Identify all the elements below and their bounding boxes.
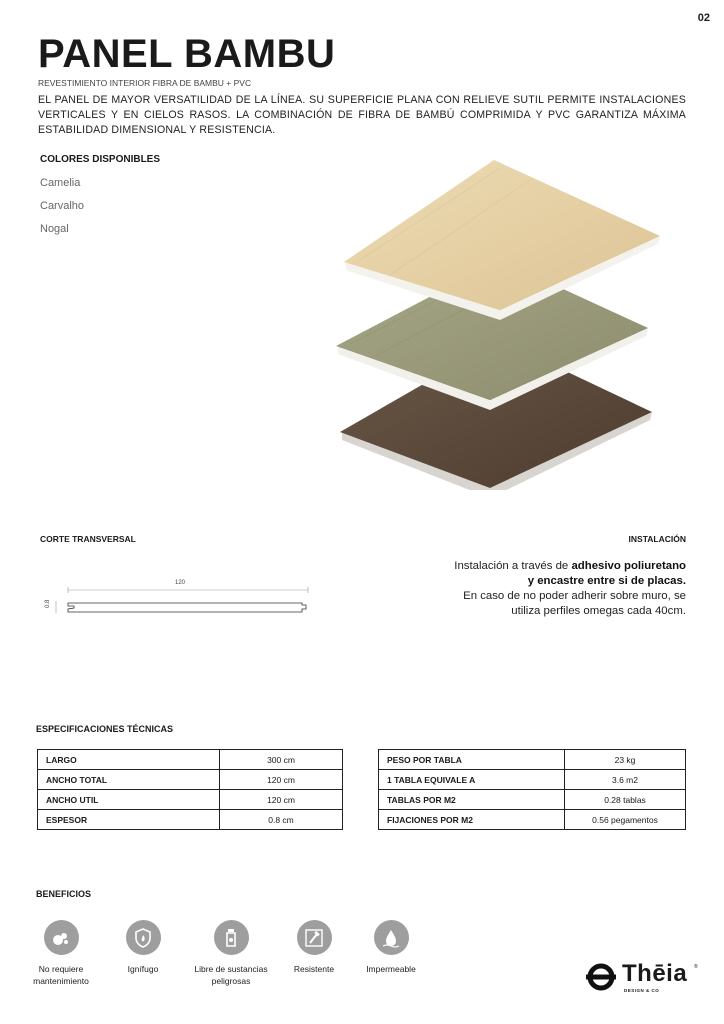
benefit-non-hazardous: Libre de sustancias peligrosas: [186, 920, 276, 987]
benefit-no-maintenance: No requiere mantenimiento: [16, 920, 106, 987]
page-subtitle: REVESTIMIENTO INTERIOR FIBRA DE BAMBU + PVC: [38, 78, 252, 88]
colors-heading: COLORES DISPONIBLES: [40, 154, 161, 165]
cross-section-heading: CORTE TRANSVERSAL: [40, 534, 136, 544]
bottle-icon: [214, 920, 249, 955]
thickness-dimension-label: 0.8: [45, 599, 51, 608]
benefit-fire-resistant: Ignífugo: [98, 920, 188, 975]
cleaning-icon: [44, 920, 79, 955]
table-row: FIJACIONES POR M2 0.56 pegamentos: [379, 810, 686, 830]
width-dimension-label: 120: [174, 580, 186, 586]
table-row: ANCHO TOTAL 120 cm: [38, 770, 343, 790]
panel-samples-image: [330, 150, 660, 490]
table-row: 1 TABLA EQUIVALE A 3.6 m2: [379, 770, 686, 790]
panel-camelia: [344, 160, 660, 320]
specs-table-left: [37, 749, 343, 830]
color-item-carvalho: Carvalho: [40, 200, 85, 212]
table-row: ESPESOR 0.8 cm: [38, 810, 343, 830]
table-row: TABLAS POR M2 0.28 tablas: [379, 790, 686, 810]
specs-heading: ESPECIFICACIONES TÉCNICAS: [36, 724, 174, 734]
benefit-waterproof: Impermeable: [346, 920, 436, 975]
benefits-heading: BENEFICIOS: [36, 889, 92, 899]
page-number: 02: [697, 12, 710, 24]
logo-subtitle: DESIGN & CO: [624, 988, 660, 993]
specs-table-right: [378, 749, 686, 830]
product-description: EL PANEL DE MAYOR VERSATILIDAD DE LA LÍNEA. SU SUPERFICIE PLANA CON RELIEVE SUTIL PERMITE INSTALACIONES VERTICALES Y EN CIELOS RASOS. LA COMBINACIÓN DE FIBRA DE BAMBÚ COMPRIMIDA Y PVC GARANTIZA MÁXIMA ESTABILIDAD DIMENSIONAL Y RESISTENCIA.: [38, 94, 686, 136]
table-row: ANCHO UTIL 120 cm: [38, 790, 343, 810]
installation-text: Instalación a través de adhesivo poliuretano y encastre entre si de placas. En caso de no poder adherir sobre muro, se utiliza perfiles omegas cada 40cm.: [454, 560, 686, 617]
logo-registered-mark: ®: [694, 964, 698, 970]
hammer-icon: [297, 920, 332, 955]
table-row: LARGO 300 cm: [38, 750, 343, 770]
page-title: PANEL BAMBU: [38, 32, 336, 76]
benefit-resistant: Resistente: [269, 920, 359, 975]
table-row: PESO POR TABLA 23 kg: [379, 750, 686, 770]
brand-logo: [586, 960, 702, 1000]
cross-section-diagram: [40, 575, 320, 625]
fire-shield-icon: [126, 920, 161, 955]
installation-heading: INSTALACIÓN: [628, 534, 686, 544]
logo-mark-icon: [586, 962, 616, 992]
water-drop-icon: [374, 920, 409, 955]
color-item-nogal: Nogal: [40, 223, 69, 235]
color-item-camelia: Camelia: [40, 177, 81, 189]
logo-brand-name: Thēia: [622, 960, 688, 987]
